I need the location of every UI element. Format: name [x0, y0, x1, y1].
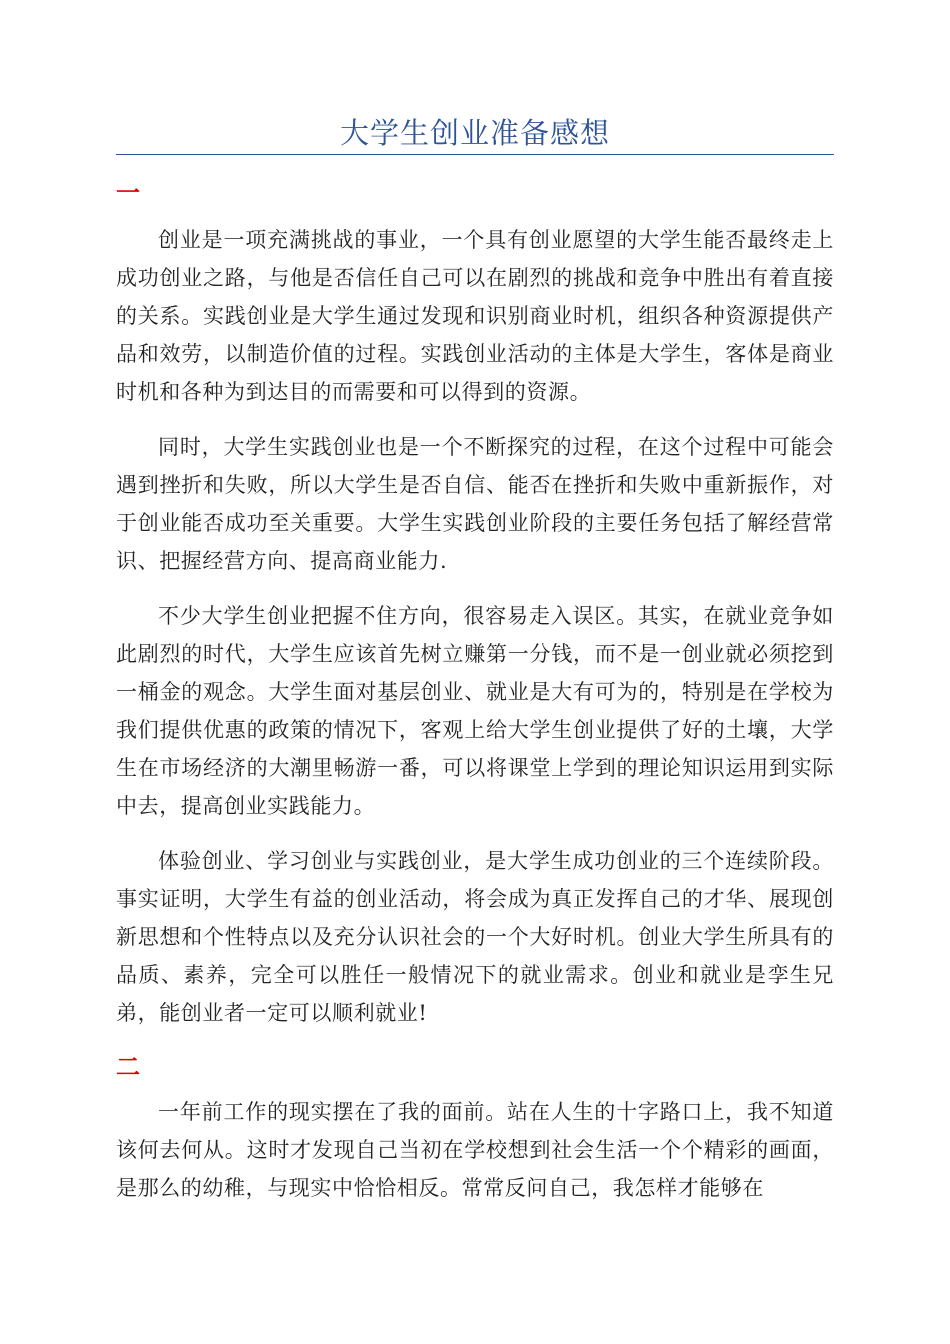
title-underline: [116, 154, 834, 155]
paragraph: 不少大学生创业把握不住方向，很容易走入误区。其实，在就业竞争如此剧烈的时代，大学生应该首先树立赚第一分钱，而不是一创业就必须挖到一桶金的观念。大学生面对基层创业、就业是大有可为的，特别是在学校为我们提供优惠的政策的情况下，客观上给大学生创业提供了好的土壤，大学生在市场经济的大潮里畅游一番，可以将课堂上学到的理论知识运用到实际中去，提高创业实践能力。: [116, 604, 834, 818]
paragraph: 体验创业、学习创业与实践创业，是大学生成功创业的三个连续阶段。事实证明，大学生有益的创业活动，将会成为真正发挥自己的才华、展现创新思想和个性特点以及充分认识社会的一个大好时机。创业大学生所具有的品质、素养，完全可以胜任一般情况下的就业需求。创业和就业是孪生兄弟，能创业者一定可以顺利就业!: [116, 849, 834, 1025]
page-title: 大学生创业准备感想: [339, 116, 610, 150]
paragraph: 同时，大学生实践创业也是一个不断探究的过程，在这个过程中可能会遇到挫折和失败，所以大学生是否自信、能否在挫折和失败中重新振作，对于创业能否成功至关重要。大学生实践创业阶段的主要任务包括了解经营常识、把握经营方向、提高商业能力.: [116, 435, 834, 573]
paragraph: 一年前工作的现实摆在了我的面前。站在人生的十字路口上，我不知道该何去何从。这时才发现自己当初在学校想到社会生活一个个精彩的画面，是那么的幼稚，与现实中恰恰相反。常常反问自己，我怎样才能够在: [116, 1100, 834, 1200]
section-heading-2: 二: [116, 1052, 140, 1081]
paragraph: 创业是一项充满挑战的事业，一个具有创业愿望的大学生能否最终走上成功创业之路，与他是否信任自己可以在剧烈的挑战和竞争中胜出有着直接的关系。实践创业是大学生通过发现和识别商业时机，组织各种资源提供产品和效劳，以制造价值的过程。实践创业活动的主体是大学生，客体是商业时机和各种为到达目的而需要和可以得到的资源。: [116, 228, 834, 404]
section-heading-1: 一: [116, 178, 140, 207]
